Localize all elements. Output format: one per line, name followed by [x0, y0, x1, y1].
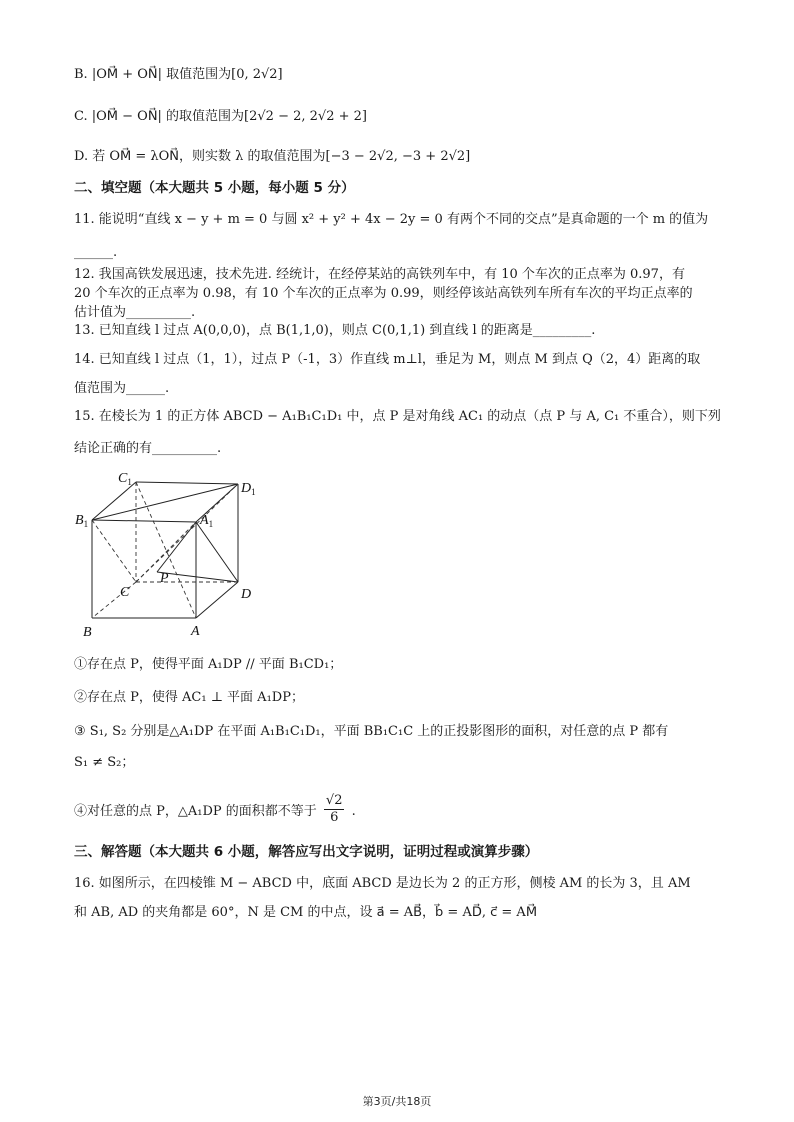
- question-13-line1: 13. 已知直线 l 过点 A(0,0,0)，点 B(1,1,0)，则点 C(0,1,1) 到直线 l 的距离是_________.: [74, 323, 596, 338]
- statement-1: ①存在点 P，使得平面 A₁DP // 平面 B₁CD₁；: [74, 657, 343, 672]
- edge-a-d: [196, 582, 238, 618]
- question-11-line1: 11. 能说明“直线 x − y + m = 0 与圆 x² + y² + 4x − 2y = 0 有两个不同的交点”是真命题的一个 m 的值为: [74, 212, 709, 227]
- question-12-line3: 估计值为__________.: [74, 305, 196, 320]
- label-d1: $D_1$: [241, 481, 256, 497]
- question-12-line2: 20 个车次的正点率为 0.98，有 10 个车次的正点率为 0.99，则经停该站高铁列车所有车次的平均正点率的: [74, 286, 693, 301]
- segment-p-d: [157, 572, 238, 582]
- statement-4: [74, 795, 356, 828]
- label-a: A: [191, 624, 200, 639]
- segment-a1-d: [196, 522, 238, 582]
- option-d: D. 若 OM⃗ = λON⃗，则实数 λ 的取值范围为[−3 − 2√2, −3 + 2√2]: [74, 149, 471, 164]
- segment-a1-p: [157, 522, 196, 572]
- label-c1: $C_1$: [118, 471, 132, 487]
- fraction-denominator: 6: [330, 810, 339, 825]
- edge-c1-d1: [136, 482, 238, 484]
- statement-4-text: ④对任意的点 P，△A₁DP 的面积都不等于: [74, 804, 317, 819]
- statement-3-line2: S₁ ≠ S₂；: [74, 755, 135, 770]
- statement-2: ②存在点 P，使得 AC₁ ⊥ 平面 A₁DP；: [74, 690, 304, 705]
- hidden-b1-c: [92, 520, 136, 582]
- question-12-line1: 12. 我国高铁发展迅速，技术先进. 经统计，在经停某站的高铁列车中，有 10 个车次的正点率为 0.97，有: [74, 267, 685, 282]
- hidden-c-d1: [136, 484, 238, 582]
- question-11-line2: ______.: [74, 245, 118, 260]
- label-c: C: [120, 585, 130, 600]
- option-b: B. |OM⃗ + ON⃗| 取值范围为[0, 2√2]: [74, 67, 283, 82]
- label-b1: $B_1$: [75, 513, 89, 529]
- question-15-line1: 15. 在棱长为 1 的正方体 ABCD − A₁B₁C₁D₁ 中，点 P 是对角线 AC₁ 的动点（点 P 与 A, C₁ 不重合），则下列: [74, 409, 721, 424]
- label-a1: $A_1$: [200, 513, 214, 529]
- option-c: C. |OM⃗ − ON⃗| 的取值范围为[2√2 − 2, 2√2 + 2]: [74, 109, 367, 124]
- question-14-line2: 值范围为______.: [74, 381, 170, 396]
- section-heading-fill-in: 二、填空题（本大题共 5 小题，每小题 5 分）: [74, 180, 355, 196]
- label-d: D: [241, 587, 252, 602]
- section-heading-solutions: 三、解答题（本大题共 6 小题，解答应写出文字说明，证明过程或演算步骤）: [74, 844, 539, 860]
- question-16-line1: 16. 如图所示，在四棱锥 M − ABCD 中，底面 ABCD 是边长为 2 的正方形，侧棱 AM 的长为 3，且 AM: [74, 876, 691, 891]
- cube-figure: [74, 468, 264, 642]
- statement-3-line1: ③ S₁, S₂ 分别是△A₁DP 在平面 A₁B₁C₁D₁，平面 BB₁C₁C 上的正投影图形的面积，对任意的点 P 都有: [74, 724, 669, 739]
- edge-b1-a1: [92, 520, 196, 522]
- label-b: B: [83, 625, 92, 640]
- question-16-line2: 和 AB, AD 的夹角都是 60°，N 是 CM 的中点，设 a⃗ = AB⃗，b⃗ = AD⃗, c⃗ = AM⃗: [74, 905, 538, 920]
- fraction-numerator: √2: [325, 793, 343, 808]
- fraction: [324, 793, 345, 826]
- page-footer: 第3页/共18页: [362, 1095, 432, 1108]
- question-15-line2: 结论正确的有__________.: [74, 441, 222, 456]
- diag-b1-d1: [92, 484, 238, 520]
- question-14-line1: 14. 已知直线 l 过点（1，1），过点 P（-1，3）作直线 m⊥l，垂足为 M，则点 M 到点 Q（2，4）距离的取: [74, 352, 701, 367]
- statement-4-end: .: [351, 804, 356, 819]
- hidden-diag-c1-a: [136, 482, 196, 618]
- label-p: P: [160, 571, 169, 586]
- hidden-edge-c-b: [92, 582, 136, 618]
